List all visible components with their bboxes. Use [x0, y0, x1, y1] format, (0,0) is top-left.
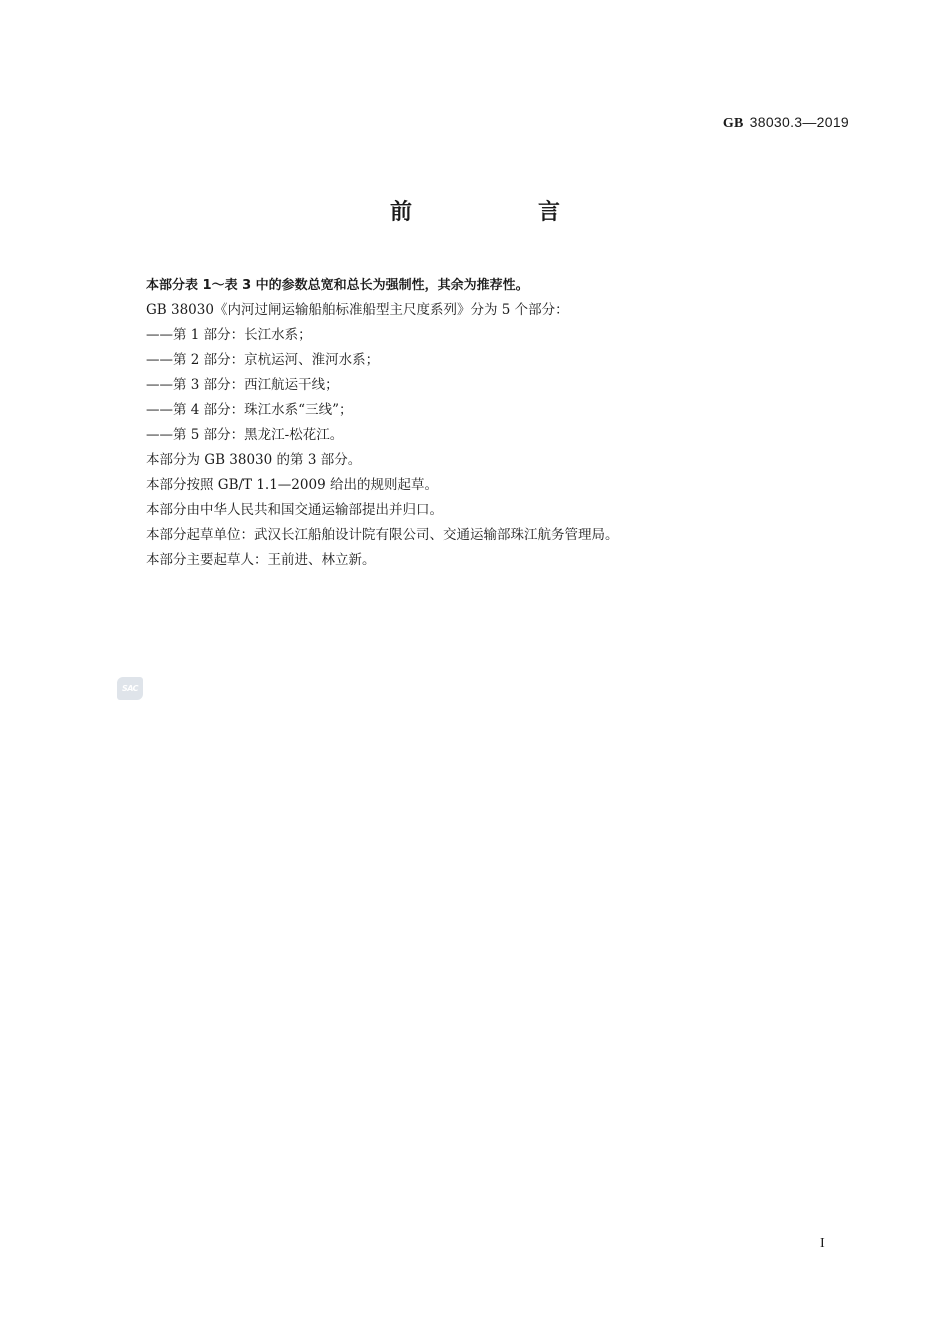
mandatory-clause-statement: 本部分表 1～表 3 中的参数总宽和总长为强制性，其余为推荐性。: [146, 278, 529, 293]
drafting-rules-statement: 本部分按照 GB/T 1.1—2009 给出的规则起草。: [146, 477, 438, 493]
drafters-statement: 本部分主要起草人：王前进、林立新。: [146, 552, 376, 568]
standard-code: 38030.3—2019: [749, 114, 849, 130]
page-number: I: [820, 1236, 825, 1251]
proposer-statement: 本部分由中华人民共和国交通运输部提出并归口。: [146, 502, 443, 518]
foreword-body: [146, 273, 846, 573]
part-list-item: ——第 1 部分：长江水系；: [146, 327, 312, 343]
part-statement: 本部分为 GB 38030 的第 3 部分。: [146, 452, 362, 468]
part-list-item: ——第 5 部分：黑龙江-松花江。: [146, 427, 344, 443]
page-title: 前 言: [389, 200, 612, 225]
standard-prefix: GB: [722, 116, 744, 131]
sac-watermark-logo: SAC: [117, 677, 143, 700]
part-list-item: ——第 2 部分：京杭运河、淮河水系；: [146, 352, 380, 368]
part-list-item: ——第 3 部分：西江航运干线；: [146, 377, 339, 393]
standard-number: [723, 114, 849, 132]
series-intro-paragraph: GB 38030《内河过闸运输船舶标准船型主尺度系列》分为 5 个部分：: [146, 302, 569, 318]
part-list-item: ——第 4 部分：珠江水系“三线”；: [146, 402, 353, 418]
drafting-units-statement: 本部分起草单位：武汉长江船舶设计院有限公司、交通运输部珠江航务管理局。: [146, 527, 619, 543]
